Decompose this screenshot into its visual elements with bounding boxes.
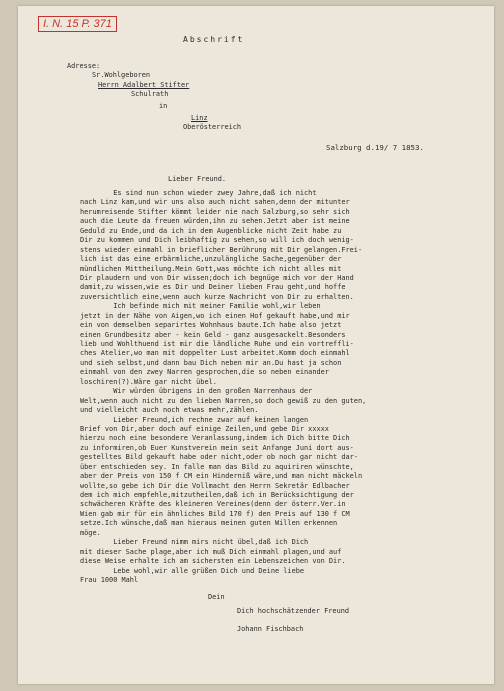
body-line: Wien gab mir für ein ähnliches Bild 170 f) den Preis auf 130 f CM — [80, 509, 350, 518]
closing-line-1: Dein — [208, 593, 225, 601]
body-line: Ich befinde mich mit meiner Familie wohl,wir leben — [80, 302, 321, 311]
closing-line-2: Dich hochschätzender Freund — [237, 607, 350, 615]
archive-annotation: I. N. 15 P. 371 — [38, 16, 117, 32]
body-line: einmahl von den zwey Narren gesprochen,die so neben einander — [80, 368, 329, 377]
body-line: über entschieden sey. In falle man das Bild zu aquiriren wünschte, — [80, 462, 354, 471]
address-line-3: Schulrath — [131, 90, 169, 98]
body-line: wollte,so gebe ich Dir die Vollmacht den Herrn Sekretär Edlbacher — [80, 481, 350, 490]
body-line: einen Grundbesitz aber - kein Geld - ganz ausgesackelt.Besonders — [80, 330, 346, 339]
body-line: herumreisende Stifter kömmt leider nie nach Salzburg,so sehr sich — [80, 207, 350, 216]
body-line: Dir plaudern und von Dir wissen;doch ich begnüge mich vor der Hand — [80, 273, 354, 282]
body-line: möge. — [80, 528, 101, 537]
body-line: damit,zu wissen,wie es Dir und Deiner lieben Frau geht,und hoffe — [80, 283, 346, 292]
body-line: setze.Ich wünsche,daß man hieraus meinen guten Willen erkennen — [80, 519, 338, 528]
body-line: lieb und Wohlthuend ist mir die ländliche Ruhe und ein vortreffli- — [80, 340, 354, 348]
body-line: schwächeren Kräfte des kleineren Vereines(denn der österr.Ver.in — [80, 500, 346, 509]
signature: Johann Fischbach — [237, 625, 304, 633]
body-line: lich ist das eine erbärmliche,unzulängliche Sache,gegenüber der — [80, 255, 342, 264]
body-line: mündlichen Mittheilung.Mein Gott,was möchte ich nicht alles mit — [80, 264, 342, 273]
address-line-6: Oberösterreich — [183, 123, 242, 131]
body-line: und sieh selbst,und dann bau Dich neben mir an.Du hast ja schon — [80, 358, 342, 367]
letter-page — [18, 6, 494, 684]
body-line: Wir würden übrigens in den großen Narrenhaus der — [80, 387, 313, 396]
body-line: nach Linz kam,und wir uns also auch nicht sahen,denn der mitunter — [80, 198, 350, 207]
body-line: Lieber Freund,ich rechne zwar auf keinen langen — [80, 415, 309, 424]
body-line: gestelltes Bild gekauft habe oder nicht,oder ob noch gar nicht dar- — [80, 453, 358, 462]
letter-body — [80, 189, 470, 585]
body-line: loschiren(?).Wäre gar nicht übel. — [80, 377, 217, 386]
body-line: und vielleicht auch noch etwas mehr,zählen. — [80, 406, 259, 415]
body-line: ches Atelier,wo man mit doppelter Lust arbeitet.Komm doch einmahl — [80, 349, 350, 358]
salutation: Lieber Freund. — [168, 175, 227, 183]
body-line: ein von demselben separirtes Wohnhaus baute.Ich habe also jetzt — [80, 321, 342, 330]
address-line-1: Sr.Wohlgeboren — [92, 71, 151, 79]
address-line-2: Herrn Adalbert Stifter — [98, 81, 190, 89]
letter-date: Salzburg d.19/ 7 1853. — [326, 143, 424, 152]
document-title: Abschrift — [183, 35, 245, 44]
body-line: Geduld zu Ende,und da ich in dem Augenblicke nicht Zeit habe zu — [80, 226, 342, 235]
address-label: Adresse: — [67, 62, 101, 70]
body-line: Lebe wohl,wir alle grüßen Dich und Deine liebe — [80, 566, 305, 575]
body-line: zuversichtlich eine,wenn auch kurze Nachricht von Dir zu erhalten. — [80, 292, 354, 301]
body-line: aber der Preis von 150 f CM ein Hinderniß wäre,und man nicht mäckeln — [80, 472, 363, 481]
body-line: Es sind nun schon wieder zwey Jahre,daß ich nicht — [80, 189, 317, 197]
body-line: dem ich mich empfehle,mitzutheilen,daß ich in Berücksichtigung der — [80, 491, 354, 499]
body-line: Lieber Freund nimm mirs nicht übel,daß ich Dich — [80, 538, 309, 547]
body-line: Welt,wenn auch nicht zu den lieben Narren,so doch gewiß zu den guten, — [80, 396, 367, 405]
body-line: auch die Leute da freuen würden,ihn zu sehen.Jetzt aber ist meine — [80, 217, 350, 226]
body-line: stens wieder einmahl in brieflicher Berührung mit Dir gelangen.Frei- — [80, 245, 363, 254]
body-line: Dir zu kommen und Dich leibhaftig zu sehen,so will ich doch wenig- — [80, 236, 354, 245]
address-line-5: Linz — [191, 114, 208, 122]
body-line: mit dieser Sache plage,aber ich muß Dich einmahl plagen,und auf — [80, 547, 342, 556]
body-line: hierzu noch eine besondere Veranlassung,indem ich Dich bitte Dich — [80, 434, 350, 443]
body-line: zu informiren,ob Euer Kunstverein mein seit Anfange Juni dort aus- — [80, 443, 354, 452]
body-line: Brief von Dir,aber doch auf einige Zeilen,und gebe Dir xxxxx — [80, 424, 329, 433]
body-line: jetzt in der Nähe von Aigen,wo ich einen Hof gekauft habe,und mir — [80, 311, 350, 320]
body-line: diese Weise erhalte ich am sichersten ein Lebenszeichen von Dir. — [80, 557, 346, 566]
body-line: Frau 1000 Mahl — [80, 575, 139, 584]
address-line-4: in — [159, 102, 168, 110]
